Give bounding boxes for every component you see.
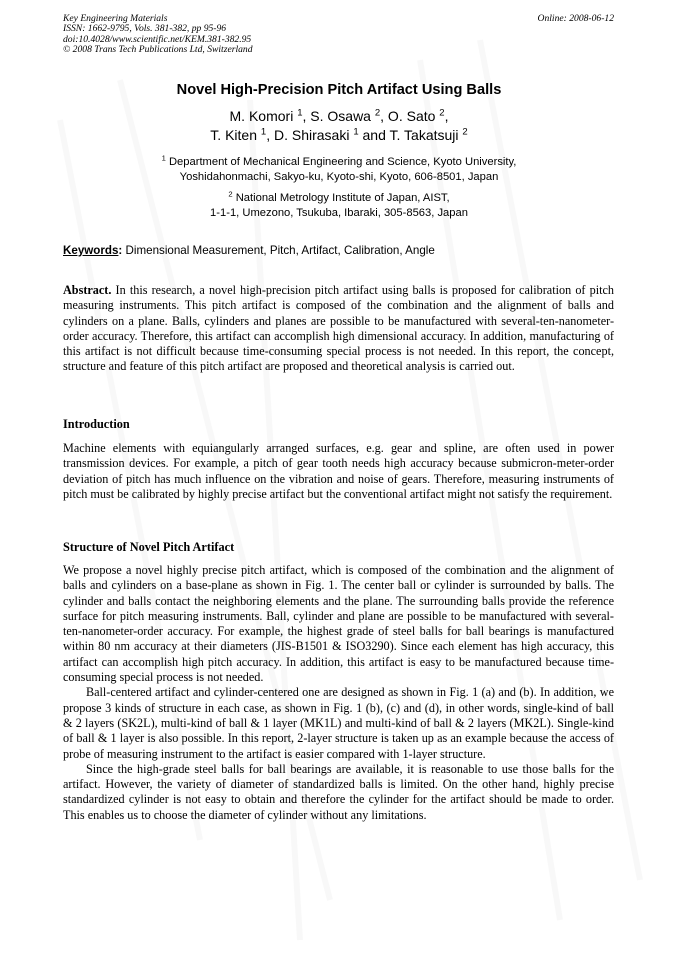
affiliation-1: $^1$ Department of Mechanical Engineering and Science, Kyoto University, Yoshidahonmachi, Sakyo-ku, Kyoto-shi, Kyoto, 606-8501, Japan [161,153,517,183]
journal-issn: ISSN: 1662-9795, Vols. 381-382, pp 95-96 [63,23,227,35]
abstract-text: In this research, a novel high-precision pitch artifact using balls is proposed for calibration of pitch measuring instruments. This pitch artifact is composed of the combination and the alignment of balls and cylinders on a plane. Balls, cylinders and planes are possible to be manufactured with several-ten-nanometer-order accuracy. Therefore, this artifact can accomplish high dimensional accuracy. In addition, manufacturing of this artifact is not difficult because time-consuming special process is not needed. In this report, the concept, structure and feature of this pitch artifact are proposed and theoretical analysis is carried out. [63,283,614,374]
affiliation-2: $^2$ National Metrology Institute of Japan, AIST, 1-1-1, Umezono, Tsukuba, Ibaraki, 305-8563, Japan [210,189,468,219]
paper-title: Novel High-Precision Pitch Artifact Using Balls [176,82,502,98]
online-date: Online: 2008-06-12 [537,13,614,24]
paragraph: We propose a novel highly precise pitch artifact, which is composed of the combination and the alignment of balls and cylinders on a base-plane as shown in Fig. 1. The center ball or cylinder is surrounded by balls. The cylinder and balls contact the neighboring elements and the plane. The surrounding balls provide the reference surface for pitch measuring instruments. Ball, cylinder and plane are possible to be manufactured with several-ten-nanometer-order accuracy. For example, the highest grade of steel balls for ball bearings is manufactured within 80 nm accuracy at their diameters (JIS-B1501 & ISO3290). Since each element has high accuracy, this artifact can accomplish high pitch accuracy. In addition, this artifact is easy to be manufactured because time-consuming special process is not needed. [63,563,614,685]
abstract-label: Abstract. [63,283,112,297]
journal-info [63,14,253,55]
structure-body [63,563,614,823]
author-line-1: M. Komori $^1$, S. Osawa $^2$, O. Sato $^2$, [229,107,449,124]
author-line-2: T. Kiten $^1$, D. Shirasaki $^1$ and T. Takatsuji $^2$ [210,126,468,143]
abstract [63,283,614,375]
author-list [0,107,678,145]
journal-name: Key Engineering Materials [63,13,168,24]
journal-doi: doi:10.4028/www.scientific.net/KEM.381-382.95 [63,33,252,45]
introduction-text: Machine elements with equiangularly arranged surfaces, e.g. gear and spline, are often used in power transmission devices. For example, a pitch of gear tooth needs high accuracy because submicron-meter-order deviation of pitch has much influence on the vibration and noise of gears. Therefore, measuring instruments of pitch must be calibrated by highly precise artifact but the conventional artifact might not satisfy the requirement. [63,441,614,501]
introduction-heading: Introduction [63,417,130,431]
keywords-label: Keywords [63,244,119,257]
paragraph: Ball-centered artifact and cylinder-centered one are designed as shown in Fig. 1 (a) and (b). In addition, we propose 3 kinds of structure in each case, as shown in Fig. 1 (b), (c) and (d), in other words, single-kind of ball & 2 layers (SK2L), multi-kind of ball & 1 layer (MK1L) and multi-kind of ball & 2 layers (MK2L). Single-kind of ball & 1 layer is also possible. In this report, 2-layer structure is taken up as an example because the access of probe of measuring instrument to the artifact is easier compared with 1-layer structure. [63,685,614,761]
keywords-text: Dimensional Measurement, Pitch, Artifact, Calibration, Angle [122,244,435,257]
structure-heading: Structure of Novel Pitch Artifact [63,540,235,554]
paragraph: Since the high-grade steel balls for ball bearings are available, it is reasonable to use those balls for the artifact. However, the variety of diameter of standardized balls is limited. On the other hand, highly precise standardized cylinder is not easy to obtain and therefore the cylinder for the artifact should be made to order. This enables us to choose the diameter of cylinder without any limitations. [63,761,614,822]
keywords-line: Keywords: Dimensional Measurement, Pitch, Artifact, Calibration, Angle [63,244,435,257]
journal-copyright: © 2008 Trans Tech Publications Ltd, Switzerland [63,43,253,55]
